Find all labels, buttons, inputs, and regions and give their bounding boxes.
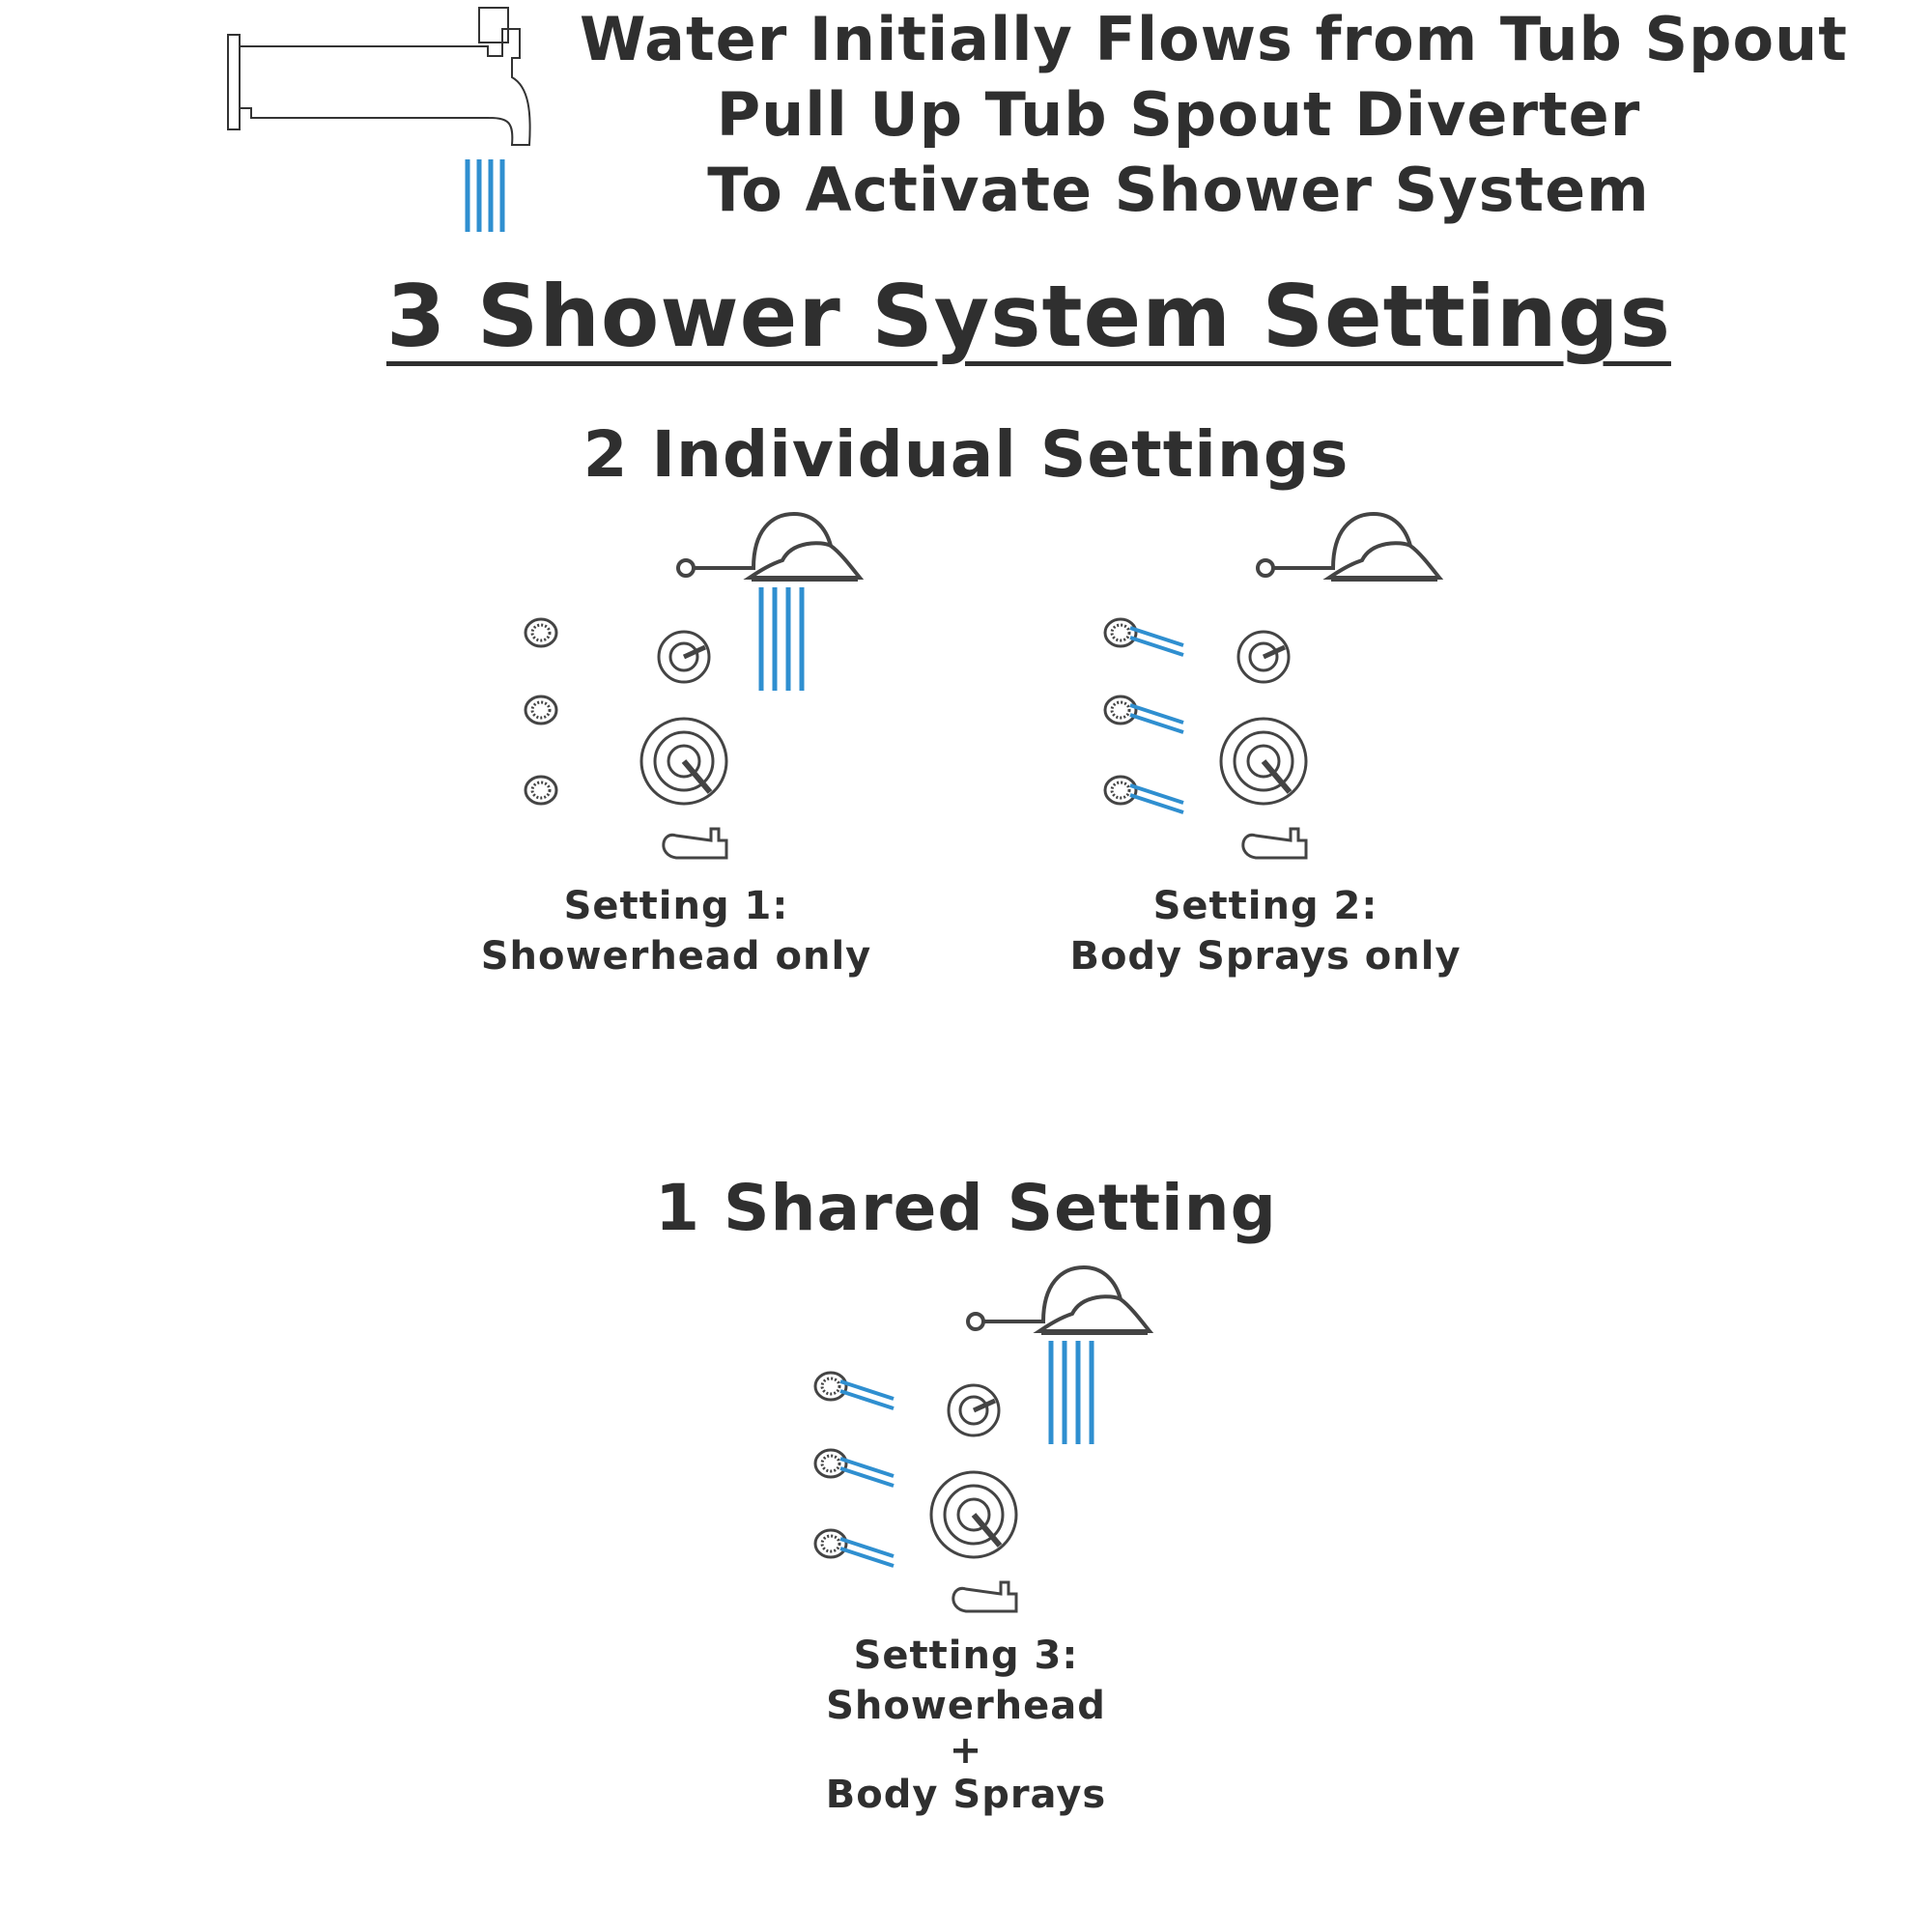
setting-2-desc: Body Sprays only xyxy=(1069,934,1462,979)
setting-3-plus: + xyxy=(949,1728,983,1773)
small-tub-spout-icon xyxy=(953,1582,1016,1611)
individual-settings-title: 2 Individual Settings xyxy=(582,417,1350,492)
showerhead-water xyxy=(761,587,802,691)
setting-3-line-3: Body Sprays xyxy=(825,1773,1107,1817)
shower-valve-icon xyxy=(1221,632,1306,804)
header-line-3: To Activate Shower System xyxy=(707,155,1650,225)
setting-2-diagram xyxy=(1092,493,1420,879)
showerhead-water xyxy=(1051,1341,1092,1444)
setting-2-label: Setting 2: xyxy=(1152,884,1378,928)
body-spray-water xyxy=(840,1381,894,1566)
setting-3-label: Setting 3: xyxy=(853,1634,1079,1678)
showerhead-icon xyxy=(968,1267,1150,1333)
shower-valve-icon xyxy=(641,632,726,804)
tub-spout-water xyxy=(468,159,502,232)
small-tub-spout-icon xyxy=(664,829,726,858)
setting-1-desc: Showerhead only xyxy=(480,934,872,979)
small-tub-spout-icon xyxy=(1243,829,1306,858)
body-spray-icon xyxy=(1105,619,1136,804)
setting-1-diagram xyxy=(512,493,840,879)
body-spray-water xyxy=(1130,628,1183,812)
setting-3-diagram xyxy=(802,1246,1130,1633)
main-title: 3 Shower System Settings xyxy=(386,267,1671,366)
showerhead-icon xyxy=(1258,514,1439,580)
body-spray-icon xyxy=(815,1373,846,1557)
setting-3-line-1: Showerhead xyxy=(826,1684,1106,1728)
setting-1-label: Setting 1: xyxy=(563,884,789,928)
body-spray-icon xyxy=(526,619,556,804)
shared-setting-title: 1 Shared Setting xyxy=(655,1171,1277,1245)
header-line-2: Pull Up Tub Spout Diverter xyxy=(716,79,1641,150)
header-line-1: Water Initially Flows from Tub Spout xyxy=(580,4,1848,74)
showerhead-icon xyxy=(678,514,860,580)
shower-valve-icon xyxy=(931,1385,1016,1557)
